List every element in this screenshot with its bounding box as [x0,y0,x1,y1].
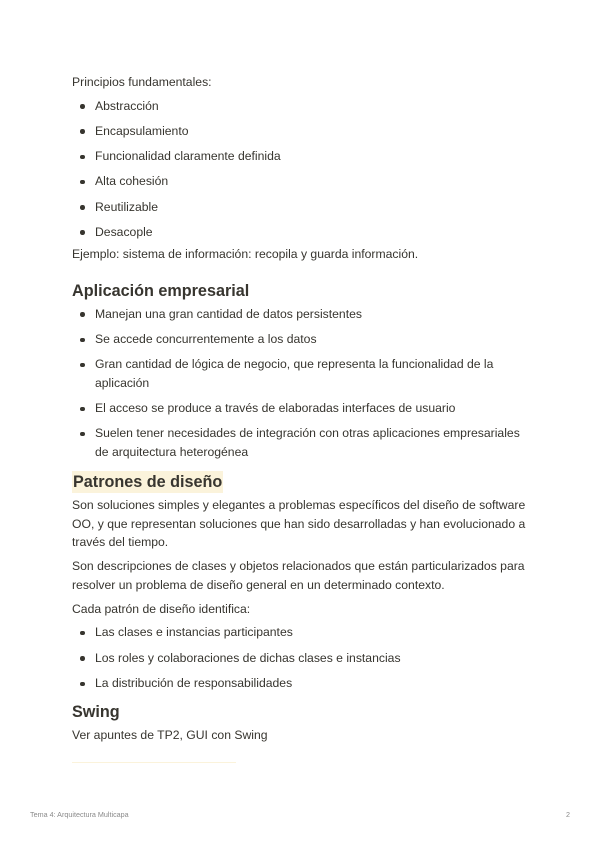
list-item: Desacople [72,223,532,242]
list-item: Abstracción [72,97,532,116]
list-item: Alta cohesión [72,172,532,191]
patterns-paragraph-2: Son descripciones de clases y objetos relacionados que están particularizados para resolver un problema de diseño general en un determinado contexto. [72,559,525,592]
enterprise-list [72,305,532,462]
patterns-list [72,623,532,692]
principles-list [72,97,532,242]
page-number: 2 [566,810,570,819]
list-item: Las clases e instancias participantes [72,623,532,642]
example-text: Ejemplo: sistema de información: recopila y guarda información. [72,247,419,262]
heading-swing: Swing [72,702,120,721]
list-item: Encapsulamiento [72,122,532,141]
list-item: El acceso se produce a través de elaboradas interfaces de usuario [72,399,532,418]
list-item: La distribución de responsabilidades [72,674,532,693]
heading-wrap [72,280,532,302]
list-item: Manejan una gran cantidad de datos persistentes [72,305,532,324]
patterns-paragraph-3: Cada patrón de diseño identifica: [72,601,251,616]
list-item: Funcionalidad claramente definida [72,147,532,166]
document-body [72,73,532,763]
list-item: Gran cantidad de lógica de negocio, que representa la funcionalidad de la aplicación [72,355,532,392]
list-item: Reutilizable [72,198,532,217]
footer-title: Tema 4: Arquitectura Multicapa [30,810,129,819]
heading-enterprise-app: Aplicación empresarial [72,281,250,300]
principles-intro: Principios fundamentales: [72,75,212,89]
heading-wrap [72,701,532,723]
divider [72,762,236,763]
list-item: Los roles y colaboraciones de dichas clases e instancias [72,649,532,668]
heading-wrap [72,471,532,493]
list-item: Suelen tener necesidades de integración con otras aplicaciones empresariales de arquitectura heterogénea [72,424,532,461]
heading-design-patterns: Patrones de diseño [73,473,223,492]
patterns-paragraph-1: Son soluciones simples y elegantes a problemas específicos del diseño de software OO, y que representan soluciones que han sido desarrolladas y han evolucionado a través del tiempo. [72,498,526,550]
list-item: Se accede concurrentemente a los datos [72,330,532,349]
page-footer [30,810,570,819]
swing-paragraph: Ver apuntes de TP2, GUI con Swing [72,727,268,742]
